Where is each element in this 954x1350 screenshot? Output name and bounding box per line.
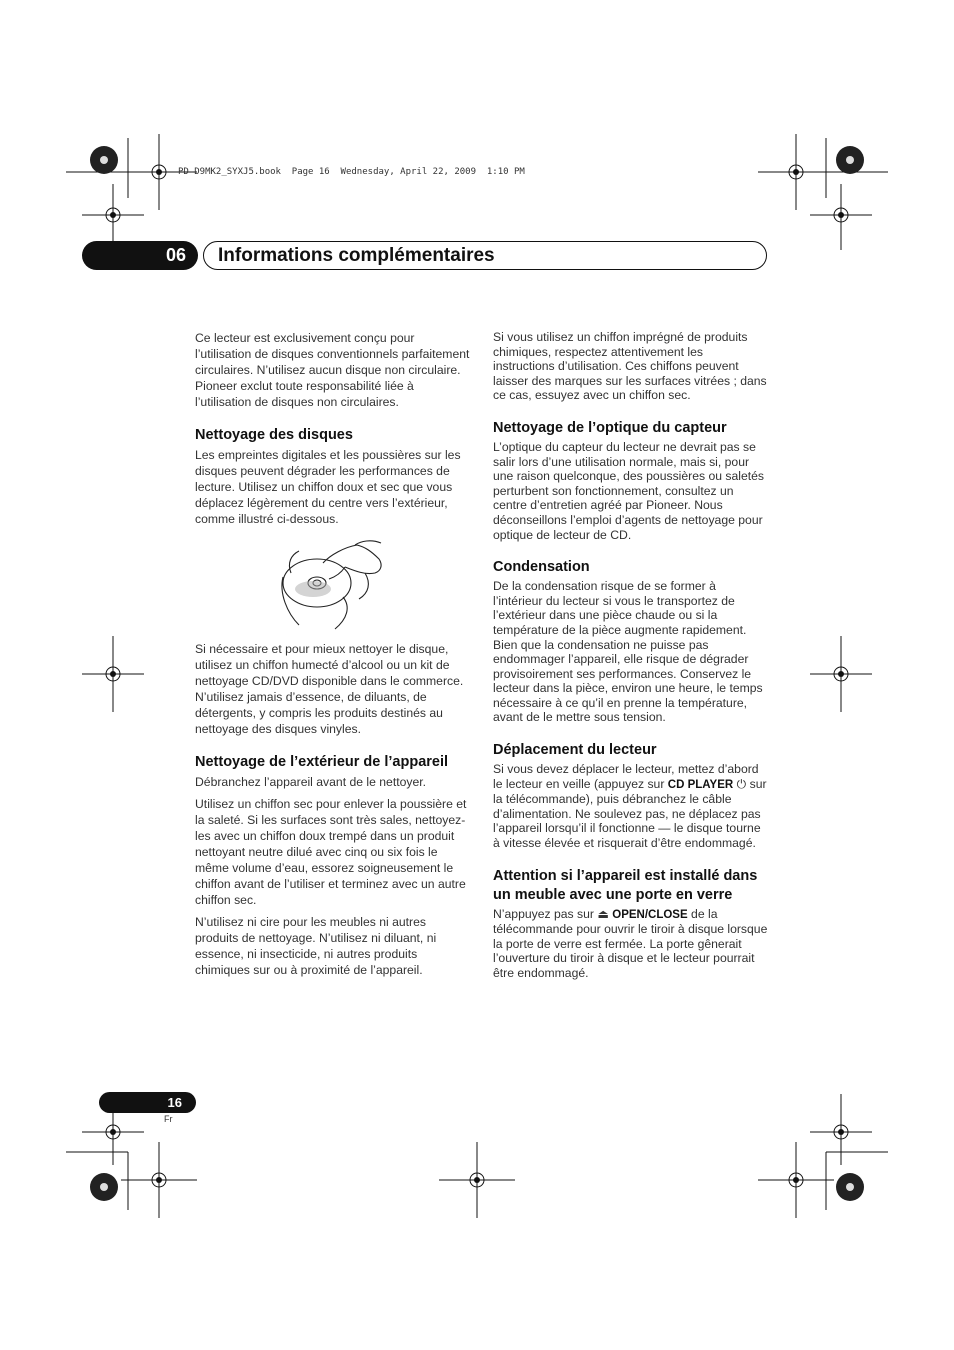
section-title-moving-player: Déplacement du lecteur	[493, 742, 657, 759]
paragraph: L’optique du capteur du lecteur ne devrait pas se salir lors d’une utilisation normale, mais si, pour une raison quelconque, des poussières ou saletés perturbent son fonctionnement, consultez un centre d’entretien agréé par Pioneer. Nous déconseillons l’emploi d’agents de nettoyage pour optique de lecteur de CD.	[493, 439, 765, 542]
section-title-glass-door-warning: Attention si l’appareil est installé dans un meuble avec une porte en verre	[493, 867, 758, 903]
eject-icon: ⏏	[597, 906, 609, 921]
disc-cleaning-illustration	[195, 533, 470, 637]
chapter-number: 06	[82, 241, 198, 270]
page-number: 16	[99, 1092, 196, 1113]
intro-paragraph: Si vous utilisez un chiffon imprégné de produits chimiques, respectez attentivement les instructions d’utilisation. Ces chiffons peuvent laisser des marques sur les surfaces vitrées ; dans ce cas, essuyez avec un chiffon sec.	[493, 330, 767, 403]
paragraph: Si nécessaire et pour mieux nettoyer le disque, utilisez un chiffon humecté d’alcool ou un kit de nettoyage CD/DVD disponible dans le commerce. N’utilisez jamais d’essence, de diluants, de détergents, y compris les produits destinés au nettoyage des disques vinyles.	[195, 642, 464, 736]
paragraph: Débranchez l’appareil avant de le nettoyer.	[195, 775, 427, 789]
section-title-exterior-cleaning: Nettoyage de l’extérieur de l’appareil	[195, 754, 449, 770]
disc-hand-icon	[195, 533, 470, 633]
intro-paragraph: Ce lecteur est exclusivement conçu pour l’utilisation de disques conventionnels parfaitement circulaires. N’utilisez aucun disque non circulaire. Pioneer exclut toute responsabilité liée à l’utilisation de disques non circulaires.	[195, 331, 470, 409]
cd-player-key: CD PLAYER	[667, 778, 734, 791]
section-title-disc-cleaning: Nettoyage des disques	[195, 427, 353, 443]
open-close-key: OPEN/CLOSE	[612, 908, 688, 921]
right-column	[493, 330, 768, 987]
section-title-optics-cleaning: Nettoyage de l’optique du capteur	[493, 419, 727, 436]
page-language: Fr	[164, 1114, 173, 1124]
left-column	[195, 330, 470, 984]
power-icon: ⏻	[736, 776, 747, 791]
paragraph: Utilisez un chiffon sec pour enlever la poussière et la saleté. Si les surfaces sont très sales, nettoyez-les avec un chiffon doux trempé dans un produit nettoyant neutre dilué avec cinq ou six fois le même volume d’eau, essorez soigneusement le chiffon avant de l’utiliser et terminez avec un autre chiffon sec.	[195, 797, 467, 907]
paragraph: De la condensation risque de se former à l’intérieur du lecteur si vous le transportez de l’extérieur dans une pièce chaude ou si la température de la pièce augmente rapidement. Bien que la condensation ne puisse pas endommager l’appareil, elle risque de dégrader provisoirement ses performances. Conservez le lecteur dans la pièce, environ une heure, le temps nécessaire à ce qu’il en prenne la température, avant de le mettre sous tension.	[493, 579, 763, 725]
section-title-condensation: Condensation	[493, 559, 590, 576]
paragraph: Si vous devez déplacer le lecteur, mettez d’abord le lecteur en veille (appuyez sur CD PLAYER ⏻ sur la télécommande), puis débranchez le câble d’alimentation. Ne soulevez pas, ne déplacez pas l’appareil lorsqu’il il fonctionne — le disque tourne à vitesse élevée et risquerait d’être endommagé.	[493, 762, 767, 851]
paragraph: N’utilisez ni cire pour les meubles ni autres produits de nettoyage. N’utilisez ni diluant, ni essence, ni insecticide, ni autres produits chimiques sur ou à proximité de l’appareil.	[195, 915, 437, 977]
chapter-title: Informations complémentaires	[203, 241, 767, 270]
paragraph: N’appuyez pas sur ⏏ OPEN/CLOSE de la télécommande pour ouvrir le tiroir à disque lorsque la porte de verre est fermée. La porte gênerait l’ouverture du tiroir à disque et le lecteur pourrait être endommagé.	[493, 906, 768, 980]
paragraph: Les empreintes digitales et les poussières sur les disques peuvent dégrader les performances de lecture. Utilisez un chiffon doux et sec que vous déplacez légèrement du centre vers l’extérieur, comme illustré ci-dessous.	[195, 448, 461, 526]
book-file-line: PD-D9MK2_SYXJ5.book Page 16 Wednesday, April 22, 2009 1:10 PM	[178, 167, 525, 177]
